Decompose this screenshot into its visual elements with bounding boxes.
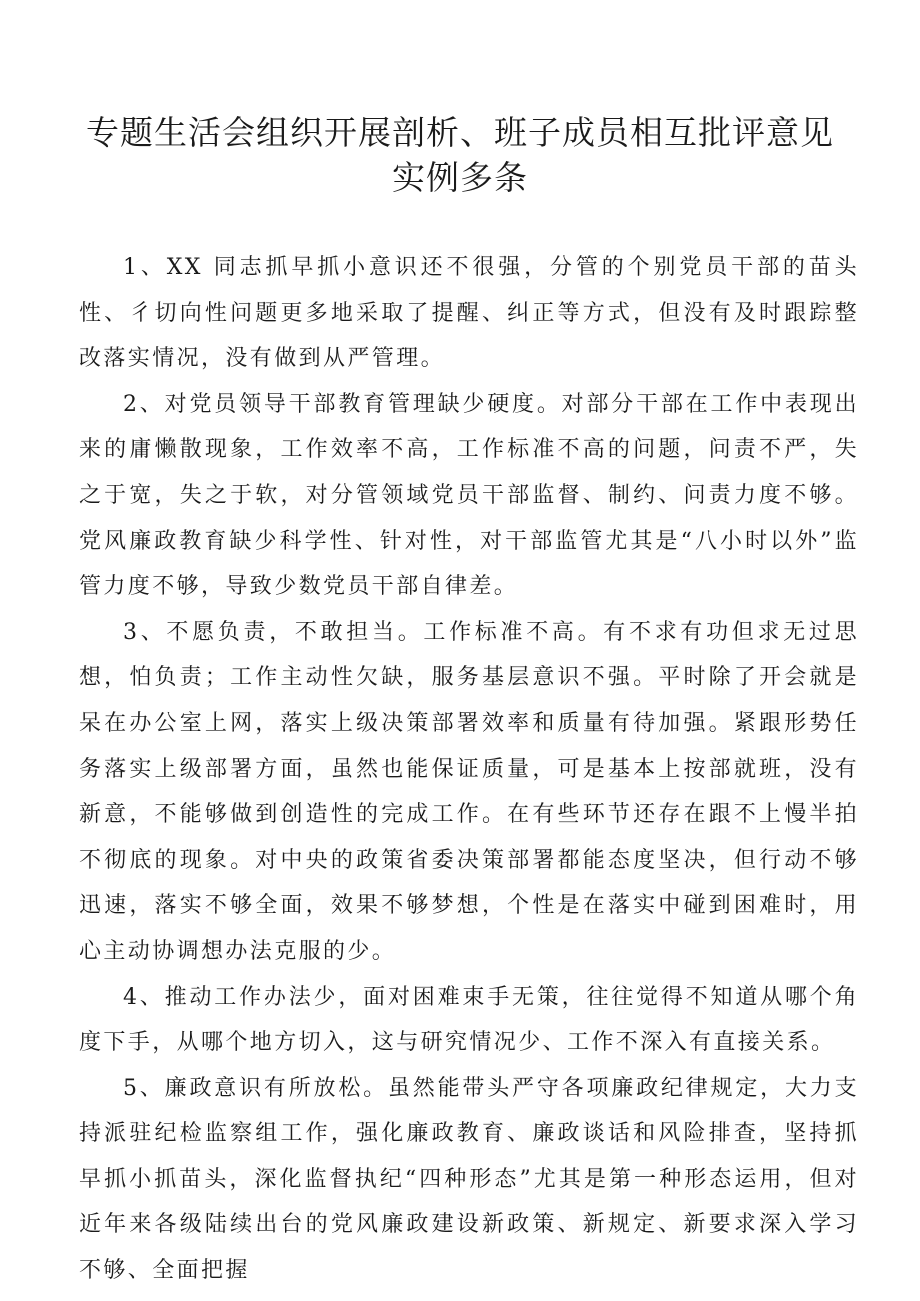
paragraph-5: 5、廉政意识有所放松。虽然能带头严守各项廉政纪律规定，大力支持派驻纪检监察组工作，强化廉政教育、廉政谈话和风险排查，坚持抓早抓小抓苗头，深化监督执纪“四种形态”尤其是第一种形态运用，但对近年来各级陆续出台的党风廉政建设新政策、新规定、新要求深入学习不够、全面把握	[79, 1075, 859, 1284]
document-title-line-1: 专题生活会组织开展剖析、班子成员相互批评意见	[86, 113, 834, 152]
paragraph-1: 1、XX 同志抓早抓小意识还不很强，分管的个别党员干部的苗头性、彳切向性问题更多地采取了提醒、纠正等方式，但没有及时跟踪整改落实情况，没有做到从严管理。	[79, 255, 859, 372]
document-title-line-2: 实例多条	[392, 158, 528, 197]
document-body	[79, 245, 859, 1294]
paragraph-3: 3、不愿负责，不敢担当。工作标准不高。有不求有功但求无过思想，怕负责；工作主动性欠缺，服务基层意识不强。平时除了开会就是呆在办公室上网，落实上级决策部署效率和质量有待加强。紧跟形势任务落实上级部署方面，虽然也能保证质量，可是基本上按部就班，没有新意，不能够做到创造性的完成工作。在有些环节还存在跟不上慢半拍不彻底的现象。对中央的政策省委决策部署都能态度坚决，但行动不够迅速，落实不够全面，效果不够梦想，个性是在落实中碰到困难时，用心主动协调想办法克服的少。	[79, 619, 859, 964]
paragraph-4: 4、推动工作办法少，面对困难束手无策，往往觉得不知道从哪个角度下手，从哪个地方切入，这与研究情况少、工作不深入有直接关系。	[79, 984, 859, 1056]
paragraph-2: 2、对党员领导干部教育管理缺少硬度。对部分干部在工作中表现出来的庸懒散现象，工作效率不高，工作标准不高的问题，问责不严，失之于宽，失之于软，对分管领域党员干部监督、制约、问责力度不够。党风廉政教育缺少科学性、针对性，对干部监管尤其是“八小时以外”监管力度不够，导致少数党员干部自律差。	[79, 391, 859, 600]
